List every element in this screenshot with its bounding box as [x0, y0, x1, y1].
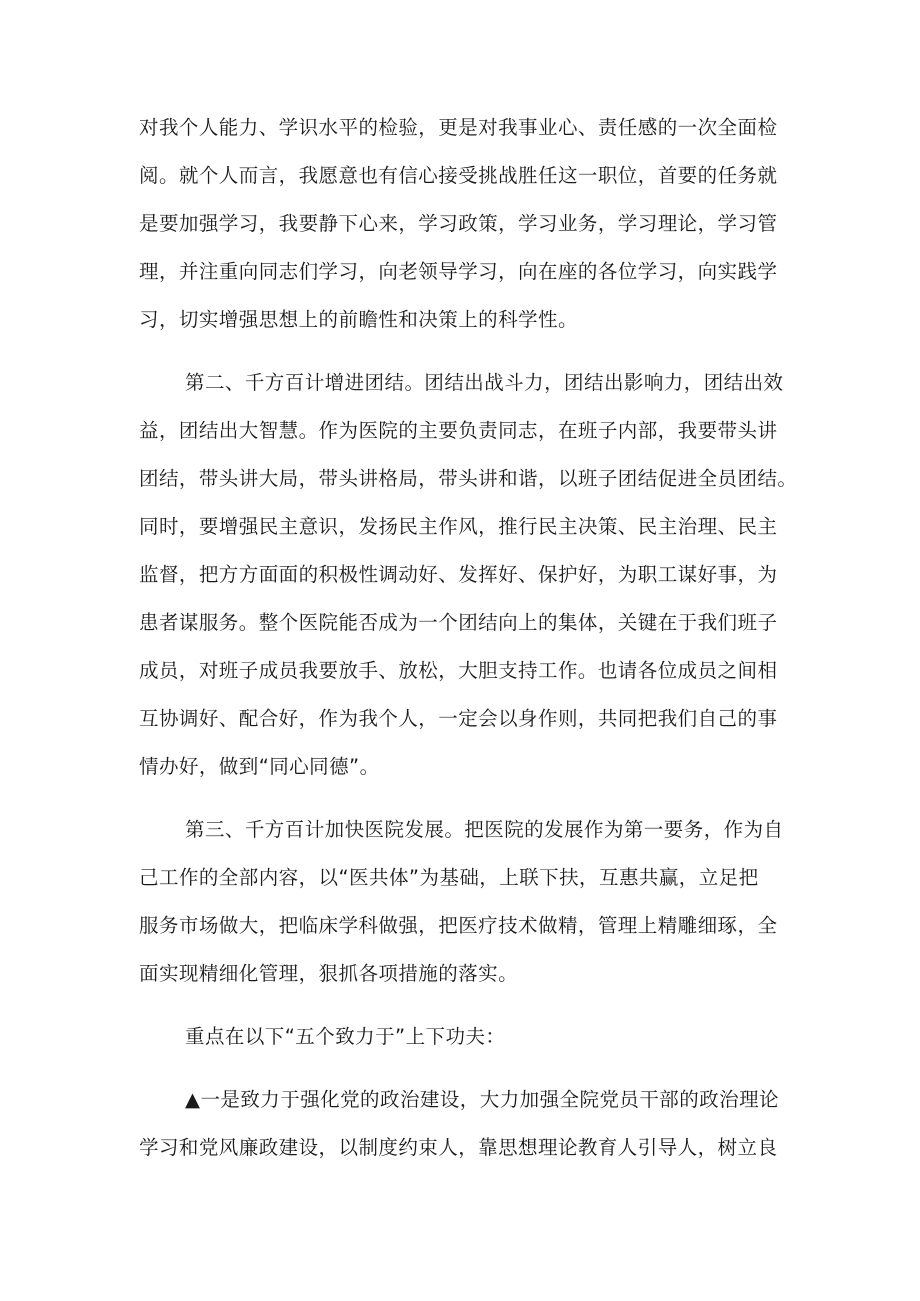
- text-line: 面实现精细化管理，狠抓各项措施的落实。: [139, 962, 519, 985]
- text-line: 是要加强学习，我要静下心来，学习政策，学习业务，学习理论，学习管: [139, 212, 778, 235]
- text-line: 患者谋服务。整个医院能否成为一个团结向上的集体，关键在于我们班子: [139, 611, 778, 634]
- text-line: 互协调好、配合好，作为我个人，一定会以身作则，共同把我们自己的事: [139, 707, 778, 730]
- text-line: 对我个人能力、学识水平的检验，更是对我事业心、责任感的一次全面检: [139, 116, 778, 139]
- paragraph-first-line: 第三、千方百计加快医院发展。把医院的发展作为第一要务，作为自: [185, 818, 784, 841]
- text-line: 己工作的全部内容，以“医共体”为基础，上联下扶，互惠共赢，立足把: [139, 866, 759, 889]
- text-line: 益，团结出大智慧。作为医院的主要负责同志，在班子内部，我要带头讲: [139, 419, 778, 442]
- text-line: 成员，对班子成员我要放手、放松，大胆支持工作。也请各位成员之间相: [139, 659, 778, 682]
- text-line: 理，并注重向同志们学习，向老领导学习，向在座的各位学习，向实践学: [139, 260, 778, 283]
- paragraph-first-line: 第二、千方百计增进团结。团结出战斗力，团结出影响力，团结出效: [185, 371, 784, 394]
- text-line: 阅。就个人而言，我愿意也有信心接受挑战胜任这一职位，首要的任务就: [139, 164, 778, 187]
- text-line: 情办好，做到“同心同德”。: [139, 755, 380, 778]
- text-line: 服务市场做大，把临床学科做强，把医疗技术做精，管理上精雕细琢，全: [139, 914, 778, 937]
- text-line: 习，切实增强思想上的前瞻性和决策上的科学性。: [139, 308, 578, 331]
- text-line: 监督，把方方面面的积极性调动好、发挥好、保护好，为职工谋好事，为: [139, 563, 778, 586]
- paragraph-first-line: ▲一是致力于强化党的政治建设，大力加强全院党员干部的政治理论: [185, 1088, 779, 1111]
- text-line: 团结，带头讲大局，带头讲格局，带头讲和谐，以班子团结促进全员团结。: [139, 467, 798, 490]
- text-line: 学习和党风廉政建设，以制度约束人，靠思想理论教育人引导人，树立良: [139, 1136, 778, 1159]
- text-line: 同时，要增强民主意识，发扬民主作风，推行民主决策、民主治理、民主: [139, 515, 778, 538]
- paragraph-first-line: 重点在以下“五个致力于”上下功夫：: [185, 1025, 506, 1048]
